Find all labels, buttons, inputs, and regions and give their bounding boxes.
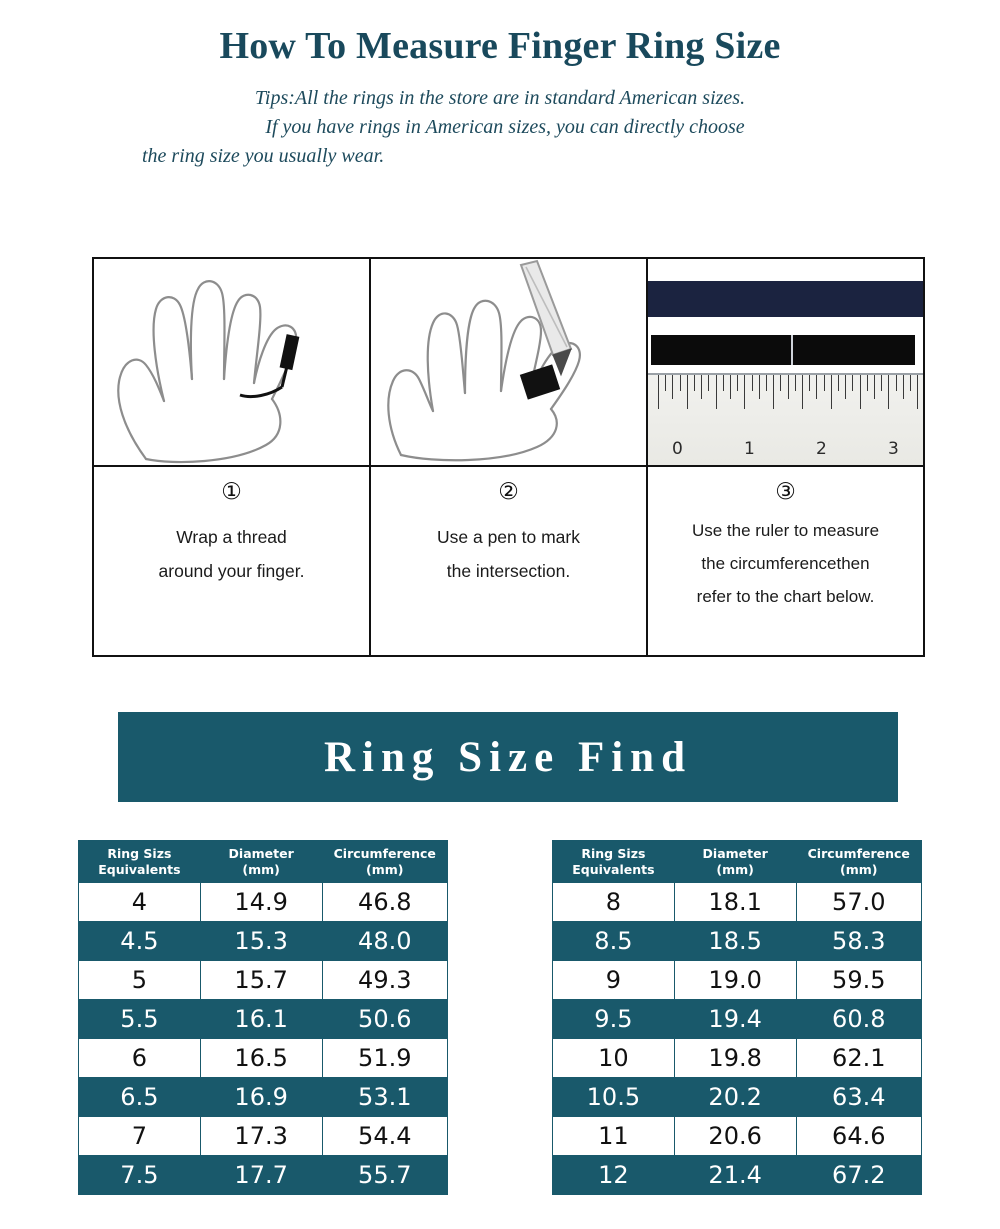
step-caption-1 <box>94 520 369 588</box>
ruler-tick <box>687 375 688 409</box>
thread-strip-top <box>648 281 923 317</box>
cell-ring-size: 10 <box>553 1039 675 1078</box>
ruler-tick <box>917 375 918 409</box>
ruler-tick <box>788 375 789 399</box>
ruler-tick <box>730 375 731 399</box>
ruler-tick <box>723 375 724 391</box>
page-title: How To Measure Finger Ring Size <box>219 25 781 67</box>
table-row <box>553 1156 922 1195</box>
ruler-tick <box>903 375 904 399</box>
cell-circumference: 62.1 <box>796 1039 921 1078</box>
cell-circumference: 46.8 <box>322 883 447 922</box>
header-ring-size-line-1: Ring Sizs <box>107 846 172 861</box>
step-number-1: ① <box>221 479 242 505</box>
cell-diameter: 20.2 <box>674 1078 796 1117</box>
table-row <box>553 1078 922 1117</box>
header-circumference <box>796 841 921 883</box>
ruler-ticks <box>648 375 923 421</box>
header-circumference-line-2: (mm) <box>366 861 404 877</box>
cell-circumference: 60.8 <box>796 1000 921 1039</box>
ruler-tick <box>694 375 695 391</box>
ruler-measuring-icon <box>648 259 923 467</box>
cell-circumference: 54.4 <box>322 1117 447 1156</box>
cell-diameter: 15.7 <box>200 961 322 1000</box>
ruler-tick <box>896 375 897 391</box>
ruler-graphic <box>648 373 923 465</box>
ruler-tick <box>867 375 868 391</box>
cell-diameter: 19.8 <box>674 1039 796 1078</box>
cell-diameter: 14.9 <box>200 883 322 922</box>
cell-ring-size: 12 <box>553 1156 675 1195</box>
header-ring-size-line-2: Equivalents <box>572 861 655 877</box>
header-diameter-line-1: Diameter <box>228 846 294 861</box>
cell-ring-size: 8 <box>553 883 675 922</box>
cell-ring-size: 8.5 <box>553 922 675 961</box>
step-caption-2 <box>371 520 646 588</box>
cell-circumference: 53.1 <box>322 1078 447 1117</box>
ruler-label-2: 2 <box>816 439 827 459</box>
tips-line-1: Tips:All the rings in the store are in standard American sizes. <box>254 87 746 109</box>
ruler-tick <box>766 375 767 391</box>
header-circumference <box>322 841 447 883</box>
table-header-row <box>553 841 922 883</box>
header-diameter-line-2: (mm) <box>716 861 754 877</box>
cell-circumference: 59.5 <box>796 961 921 1000</box>
step-caption-1-line-2: around your finger. <box>158 561 305 582</box>
table-row <box>553 1117 922 1156</box>
ruler-tick <box>716 375 717 409</box>
cell-diameter: 21.4 <box>674 1156 796 1195</box>
ruler-tick <box>860 375 861 409</box>
cell-circumference: 67.2 <box>796 1156 921 1195</box>
ruler-tick <box>672 375 673 399</box>
hand-with-pen-icon <box>371 259 646 467</box>
thread-strip-bottom <box>651 335 915 365</box>
step-caption-3-line-1: Use the ruler to measure <box>691 521 880 540</box>
cell-ring-size: 6.5 <box>79 1078 201 1117</box>
header-circumference-line-1: Circumference <box>333 846 436 861</box>
header-diameter <box>200 841 322 883</box>
cell-ring-size: 7.5 <box>79 1156 201 1195</box>
size-table-left <box>78 840 448 1195</box>
table-row <box>79 1039 448 1078</box>
step-caption-3 <box>648 514 923 613</box>
table-row <box>553 883 922 922</box>
cell-ring-size: 11 <box>553 1117 675 1156</box>
ruler-label-0: 0 <box>672 439 683 459</box>
cell-ring-size: 5 <box>79 961 201 1000</box>
cell-diameter: 15.3 <box>200 922 322 961</box>
cell-circumference: 48.0 <box>322 922 447 961</box>
cell-diameter: 16.1 <box>200 1000 322 1039</box>
ruler-tick <box>680 375 681 391</box>
ruler-tick <box>838 375 839 391</box>
ruler-tick <box>744 375 745 409</box>
ruler-tick <box>665 375 666 391</box>
ruler-tick <box>852 375 853 391</box>
table-row <box>553 1000 922 1039</box>
ruler-label-3: 3 <box>888 439 899 459</box>
cell-ring-size: 4.5 <box>79 922 201 961</box>
cell-circumference: 58.3 <box>796 922 921 961</box>
ruler-tick <box>701 375 702 399</box>
table-header-row <box>79 841 448 883</box>
cell-diameter: 19.4 <box>674 1000 796 1039</box>
ruler-tick <box>888 375 889 409</box>
step-card-3 <box>646 257 925 657</box>
table-row <box>553 922 922 961</box>
cell-circumference: 49.3 <box>322 961 447 1000</box>
ruler-tick <box>773 375 774 409</box>
ruler-tick <box>759 375 760 399</box>
ruler-tick <box>831 375 832 409</box>
step-caption-3-line-3: refer to the chart below. <box>696 587 875 607</box>
header-circumference-line-1: Circumference <box>807 846 910 861</box>
cell-diameter: 20.6 <box>674 1117 796 1156</box>
table-row <box>79 1000 448 1039</box>
header-ring-size <box>79 841 201 883</box>
step-caption-2-line-1: Use a pen to mark <box>437 527 580 547</box>
ruler-tick <box>910 375 911 391</box>
ruler-label-1: 1 <box>744 439 755 459</box>
header-circumference-line-2: (mm) <box>840 861 878 877</box>
ruler-tick <box>708 375 709 391</box>
table-row <box>79 1117 448 1156</box>
header-ring-size-line-1: Ring Sizs <box>581 846 646 861</box>
hand-with-thread-icon <box>94 259 369 467</box>
cell-diameter: 16.5 <box>200 1039 322 1078</box>
cell-diameter: 18.1 <box>674 883 796 922</box>
ruler-tick <box>802 375 803 409</box>
cell-diameter: 19.0 <box>674 961 796 1000</box>
table-row <box>79 961 448 1000</box>
step-caption-3-line-2: the circumferencethen <box>701 554 870 574</box>
table-row <box>79 883 448 922</box>
table-row <box>79 922 448 961</box>
cell-diameter: 17.7 <box>200 1156 322 1195</box>
cell-circumference: 57.0 <box>796 883 921 922</box>
ruler-tick <box>737 375 738 391</box>
ruler-tick <box>752 375 753 391</box>
ruler-tick <box>658 375 659 409</box>
step-card-1 <box>92 257 371 657</box>
ruler-tick <box>845 375 846 399</box>
step-caption-2-line-2: the intersection. <box>446 561 571 582</box>
ruler-tick <box>874 375 875 399</box>
cell-circumference: 51.9 <box>322 1039 447 1078</box>
ruler-tick <box>824 375 825 391</box>
tips-line-2: If you have rings in American sizes, you can directly choose <box>265 116 745 138</box>
cell-diameter: 17.3 <box>200 1117 322 1156</box>
table-row <box>553 1039 922 1078</box>
cell-ring-size: 9.5 <box>553 1000 675 1039</box>
ring-size-find-banner <box>118 712 898 802</box>
step-number-2: ② <box>498 479 519 505</box>
tips-block <box>130 84 870 171</box>
step-number-3: ③ <box>775 479 796 505</box>
cell-circumference: 50.6 <box>322 1000 447 1039</box>
cell-ring-size: 5.5 <box>79 1000 201 1039</box>
ruler-tick <box>795 375 796 391</box>
header-diameter <box>674 841 796 883</box>
cell-ring-size: 4 <box>79 883 201 922</box>
table-row <box>79 1078 448 1117</box>
table-row <box>553 961 922 1000</box>
cell-ring-size: 6 <box>79 1039 201 1078</box>
ruler-tick <box>809 375 810 391</box>
cell-diameter: 18.5 <box>674 922 796 961</box>
step-card-2 <box>369 257 648 657</box>
cell-circumference: 55.7 <box>322 1156 447 1195</box>
size-tables <box>0 840 1000 1195</box>
header-ring-size <box>553 841 675 883</box>
table-row <box>79 1156 448 1195</box>
banner-title: Ring Size Find <box>324 733 692 781</box>
cell-circumference: 63.4 <box>796 1078 921 1117</box>
header-diameter-line-2: (mm) <box>242 861 280 877</box>
size-table-right <box>552 840 922 1195</box>
header-ring-size-line-2: Equivalents <box>98 861 181 877</box>
cell-ring-size: 7 <box>79 1117 201 1156</box>
cell-ring-size: 9 <box>553 961 675 1000</box>
ruler-tick <box>816 375 817 399</box>
cell-ring-size: 10.5 <box>553 1078 675 1117</box>
cell-diameter: 16.9 <box>200 1078 322 1117</box>
tips-line-3: the ring size you usually wear. <box>142 145 385 167</box>
cell-circumference: 64.6 <box>796 1117 921 1156</box>
ruler-tick <box>780 375 781 391</box>
ruler-tick <box>881 375 882 391</box>
step-caption-1-line-1: Wrap a thread <box>176 527 287 547</box>
header-diameter-line-1: Diameter <box>702 846 768 861</box>
steps-panel <box>92 257 930 657</box>
